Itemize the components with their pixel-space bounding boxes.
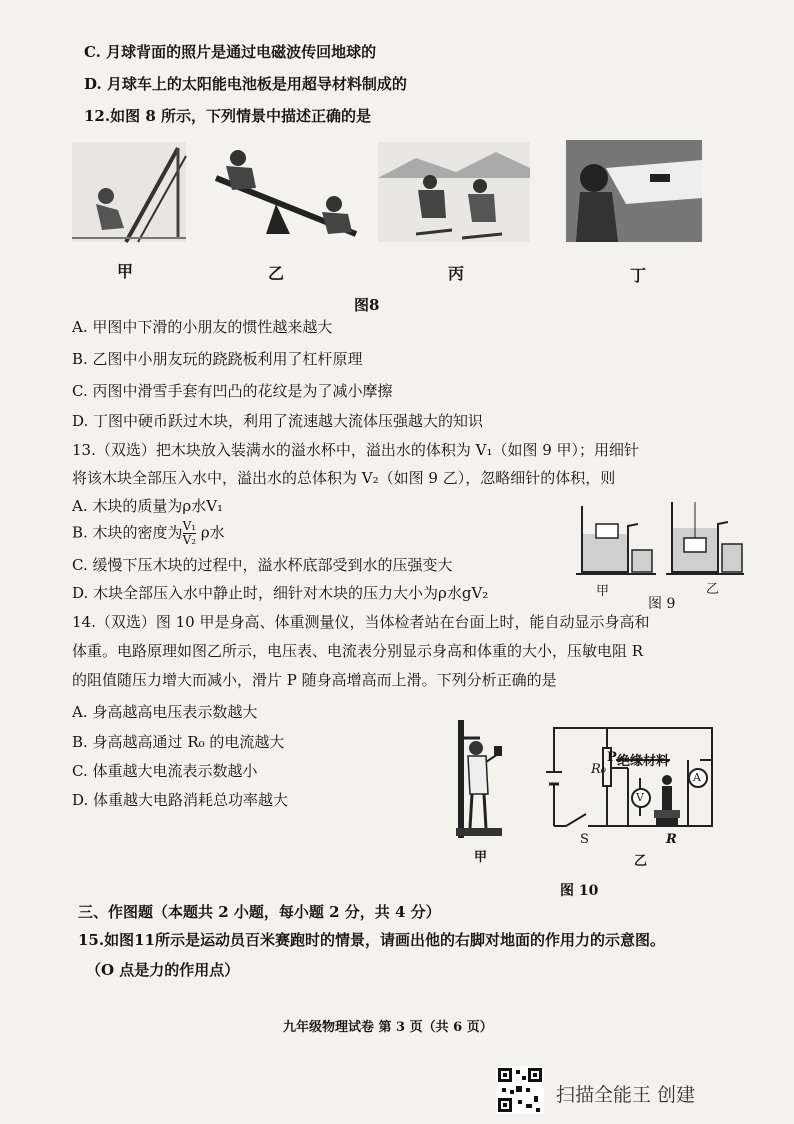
fig8-label-b: 乙	[268, 264, 285, 283]
q13-option-b	[72, 520, 225, 547]
fig10-r0-label: R₀	[591, 762, 606, 777]
figure-9	[576, 498, 744, 580]
q13-option-c: C. 缓慢下压木块的过程中，溢水杯底部受到水的压强变大	[72, 556, 453, 574]
fig9-label-a: 甲	[596, 584, 610, 599]
q12-option-b: B. 乙图中小朋友玩的跷跷板利用了杠杆原理	[72, 350, 363, 368]
q13-option-b-rho: ρ水	[200, 523, 225, 542]
q13-option-a: A. 木块的质量为ρ水V₁	[72, 497, 224, 515]
fig10-insulation-label: 绝缘材料	[617, 754, 670, 769]
fig10-switch-label: S	[580, 832, 589, 847]
fraction-denominator: V₂	[182, 533, 197, 547]
fig10-voltmeter-label: V	[636, 791, 644, 804]
fig10-scale-drawing	[446, 716, 510, 840]
q12-stem: 12.如图 8 所示，下列情景中描述正确的是	[84, 107, 371, 125]
qr-code-pattern	[496, 1066, 544, 1114]
fig8-slide-picture	[72, 142, 186, 242]
fig10-p-label: P	[607, 750, 617, 765]
fig10-label-b: 乙	[634, 854, 648, 869]
fig9-caption: 图 9	[648, 596, 676, 612]
q13-option-b-fraction	[183, 520, 196, 547]
fig10-ammeter-label: A	[693, 771, 701, 784]
fig9-cup-a	[576, 506, 656, 574]
fig8-seesaw-picture	[216, 150, 356, 234]
figure-10a	[446, 716, 510, 840]
fig9-label-b: 乙	[706, 582, 720, 597]
q11-option-d: D. 月球车上的太阳能电池板是用超导材料制成的	[84, 75, 407, 93]
fig10-r-label: R	[666, 832, 677, 847]
q14-option-d: D. 体重越大电路消耗总功率越大	[72, 791, 289, 809]
fraction-numerator: V₁	[182, 519, 197, 533]
figure-10b-circuit	[540, 722, 716, 840]
q12-option-c: C. 丙图中滑雪手套有凹凸的花纹是为了减小摩擦	[72, 382, 393, 400]
figure-8-drawings	[66, 138, 706, 248]
q15-stem-line2: （O 点是力的作用点）	[86, 961, 240, 979]
q13-stem-line1: 13.（双选）把木块放入装满水的溢水杯中，溢出水的体积为 V₁（如图 9 甲）；用细针	[72, 441, 640, 459]
qr-code-icon	[496, 1066, 544, 1114]
q14-option-c: C. 体重越大电流表示数越小	[72, 762, 258, 780]
figure-9-drawings	[576, 498, 744, 580]
fig10-caption: 图 10	[560, 883, 599, 899]
q13-stem-line2: 将该木块全部压入水中，溢出水的总体积为 V₂（如图 9 乙），忽略细针的体积，则	[72, 469, 616, 487]
q14-stem-line2: 体重。电路原理如图乙所示，电压表、电流表分别显示身高和体重的大小，压敏电阻 R	[72, 642, 644, 660]
fig8-coin-jump-picture	[566, 140, 702, 242]
fig8-label-a: 甲	[117, 262, 134, 281]
scanner-watermark: 扫描全能王 创建	[556, 1084, 696, 1106]
fig8-skiers-picture	[378, 142, 530, 242]
page-footer: 九年级物理试卷 第 3 页（共 6 页）	[283, 1020, 493, 1035]
q14-option-b: B. 身高越高通过 R₀ 的电流越大	[72, 733, 285, 751]
fig10-label-a: 甲	[474, 850, 488, 865]
q13-option-b-text: B. 木块的密度为	[72, 523, 183, 542]
fig8-label-c: 丙	[448, 264, 465, 283]
fig8-label-d: 丁	[630, 266, 647, 285]
q15-stem-line1: 15.如图11所示是运动员百米赛跑时的情景，请画出他的右脚对地面的作用力的示意图。	[78, 931, 665, 949]
q14-stem-line1: 14.（双选）图 10 甲是身高、体重测量仪，当体检者站在台面上时，能自动显示身高和	[72, 613, 650, 631]
q11-option-c: C. 月球背面的照片是通过电磁波传回地球的	[84, 43, 377, 61]
fig10-circuit-drawing	[540, 722, 716, 840]
fig8-caption: 图8	[354, 296, 380, 314]
q14-option-a: A. 身高越高电压表示数越大	[72, 703, 258, 721]
section-3-heading: 三、作图题（本题共 2 小题，每小题 2 分，共 4 分）	[78, 903, 441, 921]
q13-option-d: D. 木块全部压入水中静止时，细针对木块的压力大小为ρ水gV₂	[72, 584, 489, 602]
q14-stem-line3: 的阻值随压力增大而减小，滑片 P 随身高增高而上滑。下列分析正确的是	[72, 671, 557, 689]
q12-option-a: A. 甲图中下滑的小朋友的惯性越来越大	[72, 318, 333, 336]
figure-8	[66, 138, 706, 248]
q12-option-d: D. 丁图中硬币跃过木块，利用了流速越大流体压强越大的知识	[72, 412, 484, 430]
fig9-cup-b	[666, 502, 744, 574]
